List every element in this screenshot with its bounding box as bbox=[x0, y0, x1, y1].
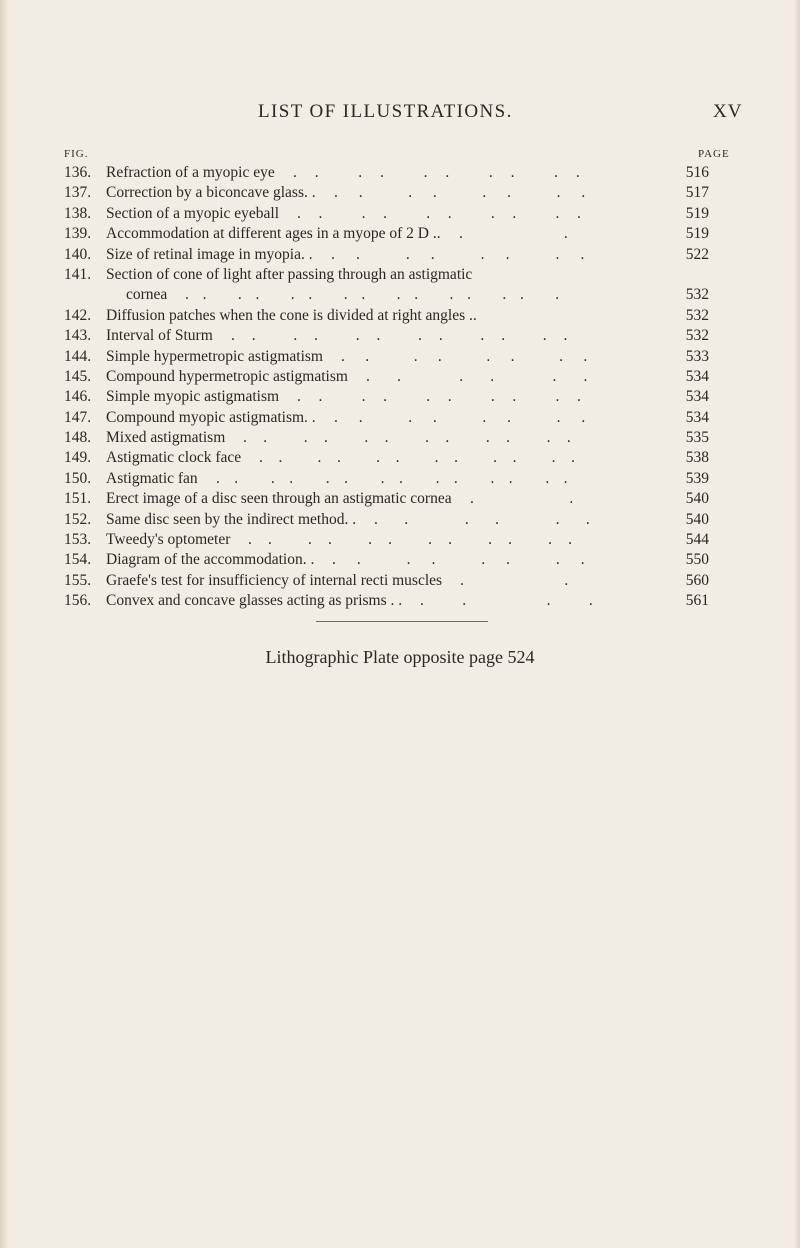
list-item bbox=[0, 245, 800, 265]
figure-title: Simple myopic astigmatism bbox=[106, 388, 280, 406]
page-reference: 519 bbox=[685, 225, 709, 243]
dot-leader: .. .. .. .. bbox=[332, 551, 606, 569]
page-reference: 560 bbox=[685, 571, 709, 589]
fig-column-heading: FIG. bbox=[64, 148, 89, 160]
figure-title: Same disc seen by the indirect method. . bbox=[106, 510, 357, 528]
page-reference: 550 bbox=[685, 551, 709, 569]
page-number: XV bbox=[713, 101, 743, 122]
list-item bbox=[0, 489, 800, 509]
figure-title: Interval of Sturm bbox=[106, 327, 213, 345]
dot-leader: .. .. .. .. .. .. .. bbox=[216, 469, 582, 487]
list-item bbox=[0, 326, 800, 346]
figure-title: Diagram of the accommodation. . bbox=[106, 551, 315, 569]
column-headings bbox=[0, 148, 800, 162]
dot-leader: .. bbox=[470, 490, 669, 508]
dot-leader: .. .. .. .. .. bbox=[297, 388, 599, 406]
figure-title: Size of retinal image in myopia. . bbox=[106, 245, 313, 263]
figure-title: Mixed astigmatism bbox=[106, 429, 226, 447]
list-item bbox=[0, 428, 800, 448]
list-item bbox=[0, 591, 800, 611]
figure-title: Section of a myopic eyeball bbox=[106, 204, 280, 222]
list-item bbox=[0, 571, 800, 591]
list-item bbox=[0, 306, 800, 326]
page-reference: 534 bbox=[685, 388, 709, 406]
figure-number: 142. bbox=[64, 306, 92, 324]
figure-title: Simple hypermetropic astigmatism bbox=[106, 347, 323, 365]
list-item bbox=[0, 347, 800, 367]
page-reference: 533 bbox=[685, 347, 709, 365]
figure-title: Compound hypermetropic astigmatism bbox=[106, 367, 348, 385]
plate-note: Lithographic Plate opposite page 524 bbox=[265, 647, 535, 667]
figure-number: 150. bbox=[64, 469, 92, 487]
list-item bbox=[0, 224, 800, 244]
figure-number: 137. bbox=[64, 184, 92, 202]
page-column-heading: PAGE bbox=[698, 148, 730, 160]
figure-number: 139. bbox=[64, 225, 92, 243]
list-item bbox=[0, 163, 800, 183]
dot-leader: .. .. .. bbox=[366, 367, 615, 385]
dot-leader: .. .. .. .. .. .. bbox=[248, 531, 589, 549]
figure-number: 147. bbox=[64, 408, 92, 426]
figure-title: Refraction of a myopic eye bbox=[106, 164, 275, 181]
running-title: LIST OF ILLUSTRATIONS. bbox=[258, 101, 513, 122]
figure-number: 155. bbox=[64, 571, 92, 589]
list-item bbox=[0, 530, 800, 550]
dot-leader: .. .. .. .. bbox=[331, 245, 606, 263]
figure-title: Convex and concave glasses acting as prisms . . bbox=[106, 592, 403, 610]
figure-number: 149. bbox=[64, 449, 92, 467]
list-item bbox=[0, 285, 800, 305]
figure-number: 144. bbox=[64, 347, 92, 365]
figure-number: 143. bbox=[64, 327, 92, 345]
dot-leader: .. .. .. .. bbox=[334, 408, 607, 426]
dot-leader: .. .. .. .. .. .. bbox=[231, 327, 585, 345]
figure-number: 140. bbox=[64, 245, 92, 263]
figure-title: Astigmatic clock face bbox=[106, 449, 242, 467]
dot-leader: .. .. .. .. bbox=[334, 184, 607, 202]
figure-number: 154. bbox=[64, 551, 92, 569]
dot-leader: .. .. .. .. .. .. bbox=[259, 449, 591, 467]
figure-number: 153. bbox=[64, 531, 92, 549]
list-item bbox=[0, 469, 800, 489]
dot-leader: .. bbox=[459, 225, 669, 243]
page-reference: 517 bbox=[685, 184, 709, 202]
list-item bbox=[0, 204, 800, 224]
figure-title: cornea bbox=[126, 286, 168, 304]
list-item bbox=[0, 387, 800, 407]
figure-title: Astigmatic fan bbox=[106, 469, 198, 487]
page-reference: 519 bbox=[685, 204, 709, 222]
list-item bbox=[0, 265, 800, 285]
figure-number: 145. bbox=[64, 367, 92, 385]
page-reference: 534 bbox=[685, 367, 709, 385]
figure-number: 151. bbox=[64, 490, 92, 508]
page-reference: 539 bbox=[685, 469, 709, 487]
divider-rule bbox=[316, 621, 488, 622]
page-reference: 540 bbox=[685, 490, 709, 508]
page-reference: 534 bbox=[685, 408, 709, 426]
figure-number: 152. bbox=[64, 510, 92, 528]
figure-title: Accommodation at different ages in a myope of 2 D .. bbox=[106, 225, 441, 243]
page-reference: 532 bbox=[685, 306, 709, 324]
figure-number: 148. bbox=[64, 429, 92, 447]
figure-title: Diffusion patches when the cone is divided at right angles .. bbox=[106, 306, 477, 324]
dot-leader: .. .. .. .. .. bbox=[297, 204, 599, 222]
figure-title: Section of cone of light after passing through an astigmatic bbox=[106, 265, 473, 283]
page-header bbox=[0, 101, 800, 127]
list-item bbox=[0, 550, 800, 570]
dot-leader: .. bbox=[460, 571, 669, 589]
page-reference: 544 bbox=[685, 531, 709, 549]
figure-title: Tweedy's optometer bbox=[106, 531, 231, 549]
list-item bbox=[0, 408, 800, 428]
page-reference: 538 bbox=[685, 449, 709, 467]
figure-number: 146. bbox=[64, 388, 92, 406]
dot-leader: .. .. .. .. .. .. .. . bbox=[185, 286, 573, 304]
page-reference: 540 bbox=[685, 510, 709, 528]
figure-number: 141. bbox=[64, 265, 92, 283]
figure-title: Graefe's test for insufficiency of internal recti muscles bbox=[106, 571, 443, 589]
page-reference: 561 bbox=[685, 592, 709, 610]
dot-leader: .. .. bbox=[420, 592, 632, 610]
figure-title: Compound myopic astigmatism. . bbox=[106, 408, 316, 426]
figure-title: Correction by a biconcave glass. . bbox=[106, 184, 316, 202]
dot-leader: .. .. .. .. .. .. bbox=[243, 429, 588, 447]
dot-leader: .. .. .. .. bbox=[341, 347, 608, 365]
page-reference: 532 bbox=[685, 286, 709, 304]
page-reference: 535 bbox=[685, 429, 709, 447]
dot-leader: .. .. .. bbox=[374, 510, 617, 528]
list-item bbox=[0, 367, 800, 387]
figure-number: 156. bbox=[64, 592, 92, 610]
page-reference: 522 bbox=[685, 245, 709, 263]
list-item bbox=[0, 448, 800, 468]
list-item bbox=[0, 510, 800, 530]
illustration-list bbox=[0, 163, 800, 612]
dot-leader: .. .. .. .. .. bbox=[293, 164, 598, 181]
figure-title: Erect image of a disc seen through an astigmatic cornea bbox=[106, 490, 452, 508]
page-reference: 516 bbox=[685, 164, 709, 181]
figure-number: 136. bbox=[64, 164, 92, 181]
page-reference: 532 bbox=[685, 327, 709, 345]
list-item bbox=[0, 183, 800, 203]
figure-number: 138. bbox=[64, 204, 92, 222]
